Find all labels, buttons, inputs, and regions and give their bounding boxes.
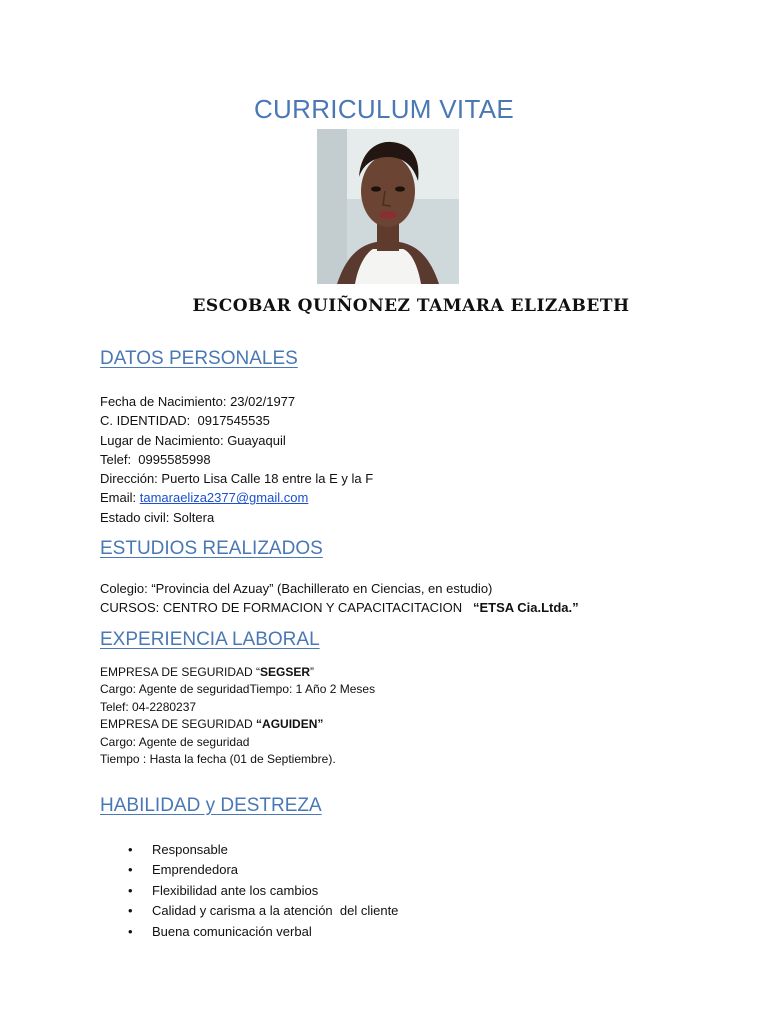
job1-company-row bbox=[100, 664, 375, 681]
heading-personal-data: DATOS PERSONALES bbox=[100, 348, 298, 369]
phone-row bbox=[100, 450, 373, 469]
list-item bbox=[128, 881, 398, 901]
profile-photo bbox=[317, 129, 459, 284]
phone-label: Telef: bbox=[100, 451, 139, 467]
birth-date-row bbox=[100, 392, 373, 411]
personal-data-block bbox=[100, 392, 373, 527]
civil-status-value: Soltera bbox=[172, 509, 215, 525]
courses-org: “ETSA Cia.Ltda.” bbox=[472, 600, 579, 616]
heading-skills: HABILIDAD y DESTREZA bbox=[100, 795, 322, 816]
list-item bbox=[128, 840, 398, 860]
skill-label: Flexibilidad ante los cambios bbox=[152, 882, 319, 898]
birthplace-label: Lugar de Nacimiento: bbox=[100, 432, 228, 448]
skills-list bbox=[128, 840, 398, 942]
job1-suffix: ” bbox=[310, 665, 315, 679]
document-title: CURRICULUM VITAE bbox=[253, 94, 514, 124]
job2-role: Cargo: Agente de seguridad bbox=[100, 734, 250, 749]
email-row bbox=[100, 488, 373, 507]
school-value: “Provincia del Azuay” (Bachillerato en Ciencias, en estudio) bbox=[151, 581, 493, 596]
address-label: Dirección: bbox=[100, 471, 162, 487]
candidate-name: ESCOBAR QUIÑONEZ TAMARA ELIZABETH bbox=[192, 296, 630, 316]
bullet-icon: • bbox=[128, 923, 133, 939]
job2-prefix: EMPRESA DE SEGURIDAD bbox=[100, 717, 257, 732]
profile-photo-graphic bbox=[317, 129, 459, 284]
birthplace-row bbox=[100, 431, 373, 450]
birth-date-value: 23/02/1977 bbox=[230, 394, 296, 409]
bullet-icon: • bbox=[128, 903, 133, 919]
id-value: 0917545535 bbox=[197, 413, 270, 429]
courses-label: CURSOS: CENTRO DE FORMACION Y CAPACITACITACION bbox=[100, 600, 473, 616]
id-row bbox=[100, 411, 373, 430]
email-label: Email: bbox=[100, 490, 140, 506]
address-row bbox=[100, 469, 373, 488]
civil-status-label: Estado civil: bbox=[100, 509, 173, 525]
civil-status-row bbox=[100, 508, 373, 527]
courses-row bbox=[100, 598, 579, 617]
skill-label: Emprendedora bbox=[152, 862, 238, 878]
list-item bbox=[128, 901, 398, 921]
bullet-icon: • bbox=[128, 862, 133, 878]
id-label: C. IDENTIDAD: bbox=[100, 413, 198, 429]
job2-time: Tiempo : Hasta la fecha (01 de Septiembre). bbox=[100, 752, 336, 767]
job2-company-row bbox=[100, 716, 375, 733]
studies-block bbox=[100, 579, 579, 618]
school-label: Colegio: bbox=[100, 581, 152, 596]
birthplace-value: Guayaquil bbox=[227, 432, 286, 448]
school-row bbox=[100, 579, 579, 598]
experience-block bbox=[100, 664, 375, 768]
job1-company: SEGSER bbox=[260, 665, 311, 679]
bullet-icon: • bbox=[128, 882, 133, 898]
skill-label: Calidad y carisma a la atención del cliente bbox=[152, 903, 399, 919]
skill-label: Responsable bbox=[152, 842, 228, 857]
list-item bbox=[128, 860, 398, 880]
heading-experience: EXPERIENCIA LABORAL bbox=[100, 629, 320, 650]
heading-studies: ESTUDIOS REALIZADOS bbox=[100, 538, 323, 559]
job2-company: “AGUIDEN” bbox=[256, 717, 324, 732]
address-value: Puerto Lisa Calle 18 entre la E y la F bbox=[161, 471, 374, 487]
job1-phone: Telef: 04-2280237 bbox=[100, 699, 197, 714]
job1-prefix: EMPRESA DE SEGURIDAD “ bbox=[100, 665, 261, 679]
bullet-icon: • bbox=[128, 842, 133, 857]
email-link[interactable]: tamaraeliza2377@gmail.com bbox=[139, 490, 309, 506]
phone-value: 0995585998 bbox=[138, 451, 211, 467]
skill-label: Buena comunicación verbal bbox=[152, 923, 312, 939]
list-item bbox=[128, 922, 398, 942]
birth-date-label: Fecha de Nacimiento: bbox=[100, 394, 231, 409]
job1-role: Cargo: Agente de seguridadTiempo: 1 Año 2 Meses bbox=[100, 682, 376, 697]
